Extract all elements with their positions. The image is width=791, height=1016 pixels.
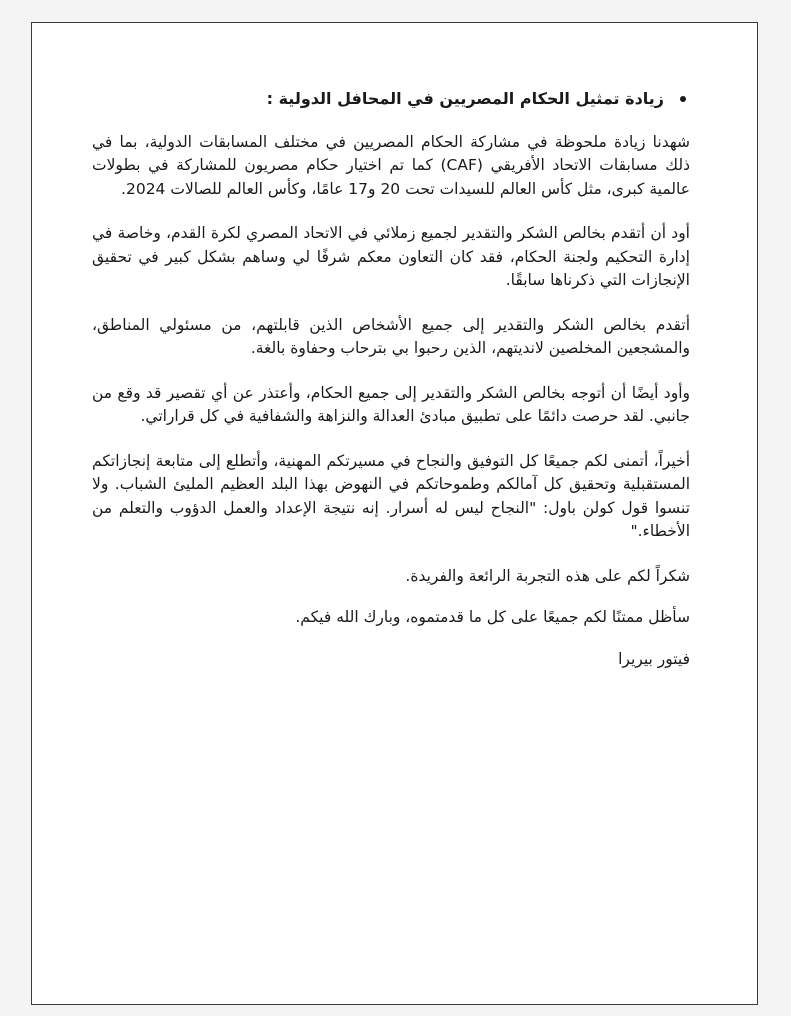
paragraph: شهدنا زيادة ملحوظة في مشاركة الحكام المصريين في مختلف المسابقات الدولية، بما في ذلك مسابقات الاتحاد الأفريقي (CAF) كما تم اختيار حكام مصريون للمشاركة في بطولات عالمية كبرى، مثل كأس العالم للسيدات تحت 20 و17 عامًا، وكأس العالم للصالات 2024.: [92, 132, 690, 198]
closing-thanks: شكراً لكم على هذه التجربة الرائعة والفريدة.: [405, 566, 690, 585]
paragraph: وأود أيضًا أن أتوجه بخالص الشكر والتقدير إلى جميع الحكام، وأعتذر عن أي تقصير قد وقع من جانبي. لقد حرصت دائمًا على تطبيق مبادئ العدالة والنزاهة والشفافية في كل قراراتي.: [92, 383, 690, 425]
section-heading-text: زيادة تمثيل الحكام المصريين في المحافل الدولية :: [266, 89, 664, 108]
section-heading: [92, 87, 664, 111]
bullet-icon: [680, 96, 686, 102]
paragraph: أتقدم بخالص الشكر والتقدير إلى جميع الأشخاص الذين قابلتهم، من مسئولي المناطق، والمشجعين المخلصين لانديتهم، الذين رحبوا بي بترحاب وحفاوة بالغة.: [92, 315, 690, 357]
closing-gratitude: سأظل ممتنًا لكم جميعًا على كل ما قدمتموه، وبارك الله فيكم.: [295, 608, 690, 626]
signature: فيتور بيريرا: [618, 649, 690, 668]
paragraph: أود أن أتقدم بخالص الشكر والتقدير لجميع زملائي في الاتحاد المصري لكرة القدم، وخاصة في إدارة التحكيم ولجنة الحكام، فقد كان التعاون معكم شرفًا لي وساهم بشكل كبير في تحقيق الإنجازات التي ذكرناها سابقًا.: [92, 224, 690, 289]
letter-body: [92, 87, 690, 671]
document-page: [31, 22, 758, 1005]
paragraph: أخيراً، أتمنى لكم جميعًا كل التوفيق والنجاح في مسيرتكم المهنية، وأتطلع إلى متابعة إنجازاتكم المستقبلية وتحقيق كل آمالكم وطموحاتكم في النهوض بهذا البلد العظيم المليئ الشباب. ولا تنسوا قول كولن باول: "النجاح ليس له أسرار. إنه نتيجة الإعداد والعمل الدؤوب والتعلم من الأخطاء.": [92, 451, 690, 540]
